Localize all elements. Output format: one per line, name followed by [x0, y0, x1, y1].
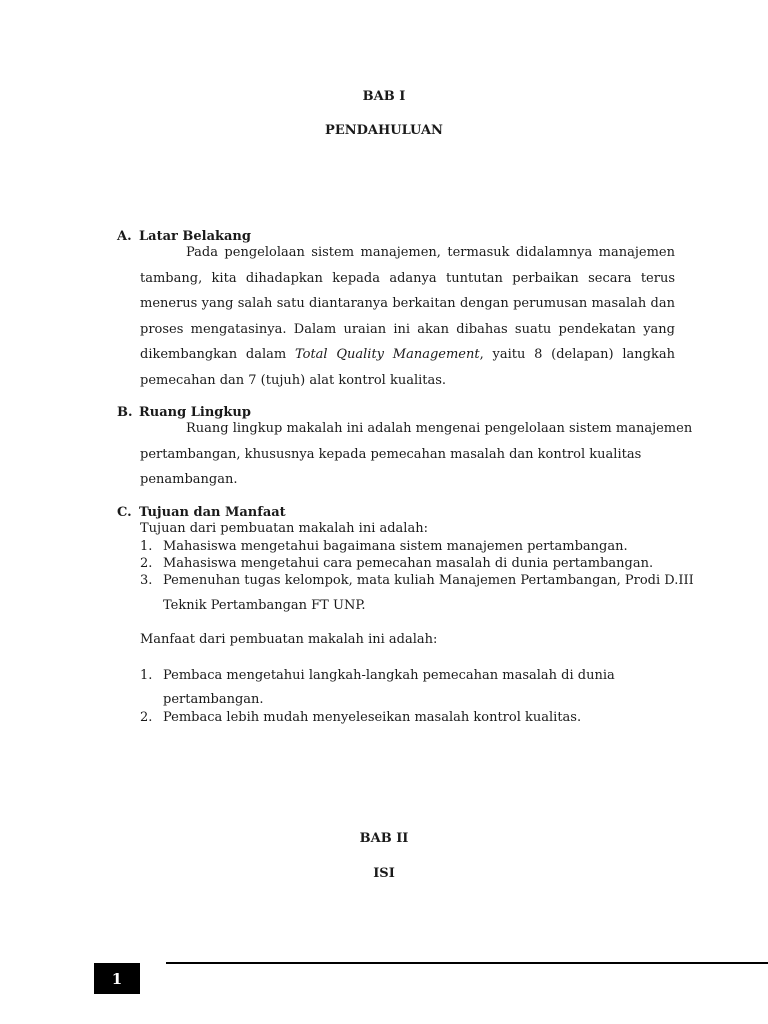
section-a-paragraph — [140, 240, 675, 393]
section-b-line-3: penambangan. — [140, 472, 238, 487]
manfaat-intro: Manfaat dari pembuatan makalah ini adalah: — [140, 632, 438, 647]
chapter-title: PENDAHULUAN — [325, 123, 443, 138]
chapter-label-2: BAB II — [359, 831, 409, 846]
section-a-text-after: , yaitu 8 (delapan) langkah pemecahan dan 7 (tujuh) alat kontrol kualitas. — [140, 347, 675, 388]
page-number: 1 — [94, 963, 140, 994]
chapter-title-2: ISI — [373, 866, 395, 881]
section-b-letter: B. — [117, 405, 133, 420]
section-c-heading — [117, 505, 286, 520]
list-item-continuation: pertambangan. — [163, 692, 264, 707]
list-item-continuation: Teknik Pertambangan FT UNP. — [163, 598, 366, 613]
chapter-label: BAB I — [362, 89, 406, 104]
list-item: 2. Pembaca lebih mudah menyeleseikan masalah kontrol kualitas. — [140, 710, 582, 725]
tujuan-intro: Tujuan dari pembuatan makalah ini adalah: — [140, 521, 428, 536]
section-a-text-before: Pada pengelolaan sistem manajemen, termasuk didalamnya manajemen tambang, kita dihadapkan kepada adanya tuntutan perbaikan secara terus menerus yang salah satu diantaranya berkaitan dengan perumusan masalah dan proses mengatasinya. Dalam uraian ini akan dibahas suatu pendekatan yang dikembangkan dalam — [140, 245, 675, 362]
section-a-text-italic: Total Quality Management — [294, 347, 480, 362]
list-item: 2. Mahasiswa mengetahui cara pemecahan masalah di dunia pertambangan. — [140, 556, 654, 571]
section-c-letter: C. — [117, 505, 132, 520]
footer-rule — [166, 962, 768, 964]
list-item: 1. Pembaca mengetahui langkah-langkah pemecahan masalah di dunia — [140, 668, 615, 683]
section-c-title: Tujuan dan Manfaat — [139, 505, 286, 520]
section-b-line-2: pertambangan, khususnya kepada pemecahan masalah dan kontrol kualitas — [140, 447, 642, 462]
section-b-line-1: Ruang lingkup makalah ini adalah mengenai pengelolaan sistem manajemen — [186, 421, 693, 436]
section-a-title: Latar Belakang — [139, 229, 251, 244]
section-b-title: Ruang Lingkup — [139, 405, 251, 420]
section-a-letter: A. — [117, 229, 132, 244]
list-item: 3. Pemenuhan tugas kelompok, mata kuliah Manajemen Pertambangan, Prodi D.III — [140, 573, 694, 588]
list-item: 1. Mahasiswa mengetahui bagaimana sistem manajemen pertambangan. — [140, 539, 628, 554]
section-b-heading — [117, 405, 251, 420]
